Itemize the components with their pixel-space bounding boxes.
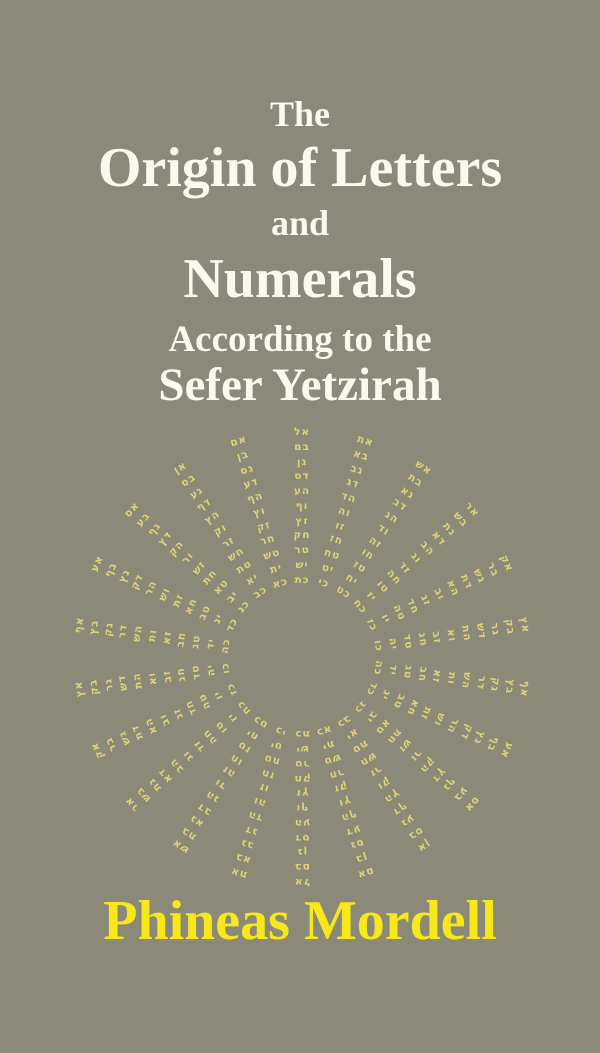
letter-pair: וד [375,521,392,538]
letter-pair: כח [351,596,371,616]
letter-pair: גץ [471,729,489,747]
letter-pair: טר [294,758,310,770]
letter-pair: אע [497,740,516,761]
letter-pair: בש [451,509,471,530]
letter-pair: זץ [295,514,309,527]
letter-pair: טד [189,663,204,681]
letter-pair: זש [189,558,209,577]
letter-pair: ית [268,561,284,576]
letter-pair: אן [414,837,433,855]
letter-pair: ור [407,747,425,765]
letter-pair: יא [343,726,361,744]
letter-pair: יא [243,570,261,588]
letter-pair: כת [294,573,310,586]
letter-pair: חא [403,697,422,718]
letter-pair: גן [296,455,308,468]
letter-pair: בף [102,560,120,580]
author-name: Phineas Mordell [103,890,497,952]
letter-pair: חז [259,766,276,782]
letter-pair: אן [171,459,190,477]
letter-pair: כט [334,582,354,601]
letter-pair: וד [212,776,229,793]
letter-pair: גץ [115,567,133,585]
letter-pair: וק [211,521,230,539]
letter-pair: אר [122,794,142,815]
letter-pair: אף [72,615,87,635]
letter-pair: טה [390,602,409,623]
letter-pair: בת [405,470,426,490]
letter-pair: יש [295,743,309,756]
letter-pair: טח [262,751,282,768]
letter-pair: בן [235,447,251,463]
letter-pair: זה [219,763,238,781]
letter-pair: גס [348,836,366,853]
letter-pair: הד [246,808,265,825]
letter-pair: וש [431,711,448,729]
letter-pair: זק [332,780,349,796]
letter-pair: חר [258,532,277,549]
letter-pair: אק [88,740,107,761]
letter-pair: גב [349,461,366,478]
letter-pair: חד [182,698,200,718]
letter-pair: זא [430,668,445,685]
letter-pair: הע [293,485,311,497]
letter-pair: כד [364,680,381,699]
letter-pair: דש [116,673,131,692]
letter-pair: כז [223,681,240,698]
letter-pair: ות [145,628,160,643]
letter-pair: בץ [86,618,101,636]
letter-pair: אץ [72,679,87,699]
letter-pair: זו [334,518,347,534]
letter-pair: כי [316,575,331,590]
letter-pair: כח [233,698,253,718]
title-line-numerals: Numerals [183,248,417,311]
letter-pair: בר [484,560,502,579]
letter-pair: חא [182,596,201,617]
letter-pair: הץ [202,507,223,527]
letter-pair: בם [294,440,310,453]
letter-pair: כז [364,616,381,633]
letter-pair: חג [174,666,189,683]
letter-pair: יה [203,663,218,678]
letter-pair: יו [210,688,226,702]
letter-pair: הר [142,578,160,598]
letter-pair: ור [179,549,197,567]
letter-pair: אל [294,426,310,438]
letter-pair: טב [195,602,214,623]
letter-pair: בע [451,784,471,805]
letter-pair: גר [101,677,116,693]
letter-pair: וא [444,628,459,643]
letter-pair: יז [224,709,240,725]
letter-pair: טד [400,633,415,651]
letter-pair: חו [227,750,245,768]
letter-pair: דע [343,822,362,839]
letter-pair: אס [462,794,483,815]
letter-pair: וב [431,586,448,603]
letter-pair: כת [294,728,310,741]
letter-pair: גע [398,812,417,831]
letter-pair: גף [440,775,459,795]
letter-pair: הף [245,489,265,506]
letter-pair: דג [243,822,259,838]
letter-pair: חר [327,765,346,782]
letter-pair: הת [130,671,145,690]
letter-pair: זד [396,558,414,577]
letter-pair: וש [156,585,173,603]
letter-pair: הג [382,508,401,527]
letter-pair: כו [371,639,386,653]
letter-pair: חה [384,567,404,588]
letter-pair: חש [225,544,247,565]
letter-pair: גש [115,729,133,748]
letter-pair: וה [251,794,268,810]
letter-pair: זר [367,763,385,781]
letter-pair: אק [497,553,516,574]
letter-pair: זץ [295,787,309,800]
letter-pair: כה [371,659,386,677]
letter-pair: גב [238,836,255,853]
letter-pair: הב [417,538,438,559]
letter-pair: דא [428,528,449,549]
letter-pair: יט [268,738,284,753]
letter-pair: דש [473,622,488,641]
letter-pair: גע [187,483,206,502]
letter-pair: כד [223,615,240,634]
letter-pair: זו [257,780,270,796]
letter-pair: הד [339,489,358,506]
letter-pair: כו [218,661,233,675]
letter-ray-column [289,427,315,585]
letter-pair: זר [219,533,237,551]
letter-pair: יש [295,558,309,571]
title-line-and: and [270,203,330,244]
letter-pair: חו [359,546,377,564]
letter-pair: בק [503,618,518,636]
letter-pair: וא [145,671,160,686]
letter-pair: אס [121,499,142,520]
letter-pair: יח [243,726,261,743]
letter-pair: יד [203,637,218,651]
letter-pair: חה [200,726,220,747]
title-line-origin: Origin of Letters [97,137,503,200]
letter-pair: דב [390,495,410,514]
letter-pair: חד [404,596,422,616]
letter-pair: זה [366,533,385,551]
letter-pair: דף [390,799,410,819]
letter-pair: יט [320,561,336,576]
letter-pair: טב [390,691,409,712]
letter-pair: טת [349,737,370,757]
letter-pair: הא [142,715,160,737]
letter-pair: יד [386,663,401,677]
letter-pair: טז [350,558,369,576]
letter-pair: גן [296,846,308,859]
letter-pair: טג [189,634,204,650]
letter-pair: וב [156,711,173,728]
letter-pair: בף [484,734,502,754]
title-line-the: The [269,94,330,134]
letter-pair: בש [133,784,153,805]
letter-pair: גש [471,566,489,585]
letter-pair: חז [328,532,345,548]
letter-pair: גר [488,621,503,637]
letter-pair: הר [444,716,462,736]
letter-pair: אץ [517,615,532,635]
letter-pair: דף [194,495,214,515]
letter-pair: וג [408,550,425,566]
letter-pair: דץ [155,528,175,549]
letter-pair: כא [270,574,290,591]
letter-pair: את [355,432,376,450]
letter-pair: בא [233,850,253,867]
letter-pair: כט [250,713,270,732]
letter-pair: יה [386,636,401,651]
letter-pair: אף [517,679,532,699]
letter-pair: חב [174,631,189,649]
letter-pair: הב [166,755,187,776]
letter-pair: יז [364,589,380,605]
letter-pair: כי [273,724,288,739]
letter-pair: גת [145,775,164,795]
letter-pair: וץ [251,504,268,520]
letter-pair: יח [343,571,361,588]
letter-pair: טש [261,546,282,563]
letter-pair: חש [357,749,379,770]
letter-pair: דג [345,476,361,492]
letter-pair: זג [170,706,186,722]
letter-pair: טש [322,751,343,768]
letter-pair: זק [255,518,272,534]
letter-pair: בע [133,509,153,530]
letter-pair: גת [440,519,459,539]
letter-pair: הק [166,537,187,559]
letter-pair: בץ [503,678,518,696]
letter-pair: גק [101,621,116,638]
letter-pair: אל [294,876,310,888]
letter-pair: דא [155,765,176,786]
letter-pair: זת [169,591,187,609]
letter-pair: טח [322,546,342,563]
letter-pair: דס [294,831,310,844]
letter-pair: גק [488,676,503,693]
letter-pair: זת [417,705,435,723]
letter-pair: כב [250,582,270,601]
letter-pair: הש [459,671,474,690]
letter-pair: זא [159,629,174,646]
letter-pair: כא [314,723,334,740]
letter-pair: יג [210,611,226,626]
letter-pair: יב [223,588,241,605]
letter-pair: זש [395,737,415,756]
letter-pair: ות [444,671,459,686]
letter-pair: בר [102,735,120,754]
letter-pair: בם [294,861,310,874]
letter-pair: חב [415,665,430,683]
letter-pair: גף [145,519,164,539]
title-block [0,94,600,410]
letter-pair: דץ [429,765,449,786]
letter-pair: זג [418,592,434,608]
title-line-according: According to the [168,318,432,360]
letter-pair: בת [178,824,199,844]
letter-pair: בן [353,851,369,867]
letter-pair: הא [444,577,462,599]
letter-pair: בס [405,824,426,844]
letter-pair: הת [459,624,474,643]
letter-pair: וף [295,802,309,815]
letter-pair: טה [195,691,214,712]
letter-pair: טו [212,718,230,736]
letter-pair: בס [178,470,199,490]
letter-pair: כב [334,713,354,732]
letter-pair: חת [200,567,220,588]
letter-pair: גא [187,812,206,831]
letter-pair: חת [384,726,404,747]
letter-pair: את [228,864,249,882]
letter-pair: טא [211,576,232,598]
letter-pair: דס [294,470,310,483]
letter-pair: גא [398,483,417,502]
letter-pair: ית [320,738,336,753]
letter-pair: חק [293,529,311,542]
letter-pair: הע [293,817,311,829]
letter-pair: חק [293,772,311,785]
letter-pair: יג [378,688,394,703]
letter-pair: אש [169,836,192,857]
letter-pair: זב [160,669,174,684]
letter-pair: הץ [381,787,402,807]
letter-pair: וק [374,775,393,793]
letter-pair: אר [462,499,482,520]
letter-pair: הק [417,755,438,777]
letter-pair: דע [242,475,261,492]
letter-pair: בק [86,678,101,696]
letter-pair: כג [351,699,370,717]
letter-pair: וף [295,499,309,512]
letter-pair: דת [128,722,147,742]
letter-pair: וה [336,504,353,520]
letter-pair: טר [294,544,310,556]
letter-pair: כג [234,597,253,615]
letter-pair: דת [457,572,476,592]
letter-pair: זב [430,630,444,645]
letter-pair: טז [235,738,254,756]
letter-pair: יו [378,612,394,626]
letter-pair: דר [473,674,488,691]
letter-pair: וג [179,748,196,764]
letter-pair: זד [190,737,208,756]
letter-pair: אם [228,432,249,450]
letter-pair: דק [457,722,476,742]
letter-pair: אע [88,553,107,574]
letter-pair: טג [400,664,415,680]
letter-pair: טא [372,716,393,738]
letter-pair: הש [130,624,145,643]
letter-pair: וץ [336,794,353,810]
letter-pair: גס [238,461,256,478]
letter-pair: טו [374,578,392,596]
letter-pair: טת [234,557,255,577]
letter-ray-column [289,729,315,887]
letter-pair: אש [412,457,435,478]
letter-pair: הג [203,787,222,806]
letter-pair: בא [351,447,371,464]
letter-pair: דר [116,623,131,640]
letter-pair: חג [415,631,430,648]
letter-pair: אם [355,864,376,882]
letter-pair: יב [363,709,381,726]
title-line-sefer-yetzirah: Sefer Yetzirah [158,359,442,412]
letter-pair: דב [194,800,214,819]
letter-pair: הף [339,808,359,825]
letter-pair: דק [128,572,147,592]
letter-pair: כה [218,637,233,655]
